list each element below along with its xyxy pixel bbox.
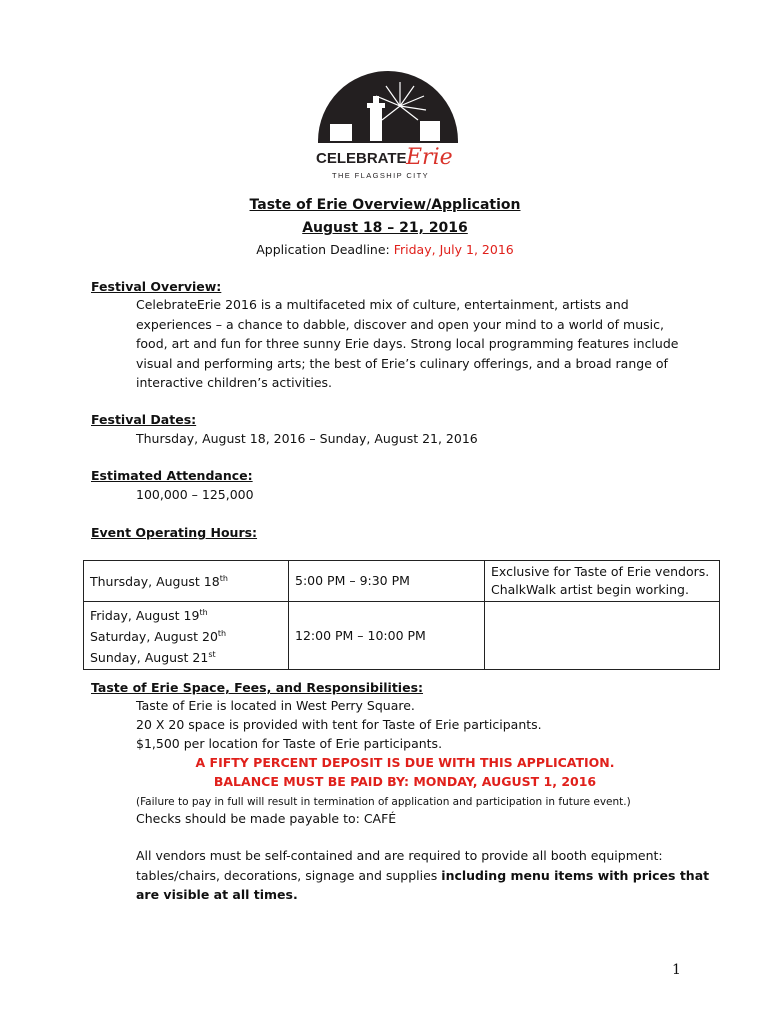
day-label: Friday, August 19th (90, 608, 208, 624)
table-row (84, 602, 720, 670)
overview-line: experiences – a chance to dabble, discover and open your mind to a world of music, (136, 316, 664, 332)
note-line: Exclusive for Taste of Erie vendors. (491, 564, 710, 579)
event-dates: August 18 – 21, 2016 (302, 220, 468, 236)
svg-text:THE FLAGSHIP CITY: THE FLAGSHIP CITY (332, 171, 430, 180)
hours-time-cell: 12:00 PM – 10:00 PM (289, 602, 485, 670)
overview-line: CelebrateErie 2016 is a multifaceted mix of culture, entertainment, artists and (136, 297, 629, 312)
day-label: Saturday, August 20th (90, 629, 227, 645)
deadline-value: Friday, July 1, 2016 (393, 242, 514, 257)
overview-line: interactive children’s activities. (136, 375, 333, 390)
page-title: Taste of Erie Overview/Application (249, 197, 521, 213)
note-line: ChalkWalk artist begin working. (491, 582, 689, 597)
svg-text:CELEBRATE: CELEBRATE (316, 150, 407, 167)
space-line: 20 X 20 space is provided with tent for Taste of Erie participants. (136, 717, 542, 732)
attendance-heading: Estimated Attendance: (91, 468, 253, 483)
space-line: $1,500 per location for Taste of Erie participants. (136, 736, 443, 751)
checks-payable: Checks should be made payable to: CAFÉ (136, 811, 397, 826)
deposit-warning: A FIFTY PERCENT DEPOSIT IS DUE WITH THIS APPLICATION. (195, 755, 615, 770)
hours-day-cell (84, 602, 289, 670)
hours-day-cell (84, 561, 289, 602)
hours-note-cell (485, 561, 720, 602)
table-row (84, 561, 720, 602)
deadline-line (0, 240, 770, 260)
hours-note-cell (485, 602, 720, 670)
overview-line: food, art and fun for three sunny Erie days. Strong local programming features include (136, 336, 679, 351)
dates-text: Thursday, August 18, 2016 – Sunday, August 21, 2016 (136, 431, 478, 446)
vendors-line: tables/chairs, decorations, signage and supplies including menu items with prices that (136, 867, 710, 883)
overview-heading: Festival Overview: (91, 279, 222, 294)
day-suffix: th (219, 574, 228, 584)
hours-time-cell: 5:00 PM – 9:30 PM (289, 561, 485, 602)
dates-heading: Festival Dates: (91, 412, 197, 427)
celebrate-erie-logo (310, 66, 466, 184)
logo-graphic (310, 66, 466, 184)
overview-line: visual and performing arts; the best of Erie’s culinary offerings, and a broad range of (136, 355, 668, 371)
hours-heading: Event Operating Hours: (91, 525, 258, 540)
day-label: Sunday, August 21st (90, 650, 216, 666)
vendors-line: All vendors must be self-contained and are required to provide all booth equipment: (136, 848, 663, 863)
hours-table (83, 560, 720, 670)
vendors-text (136, 846, 709, 905)
deadline-label: Application Deadline: (256, 242, 394, 257)
page-number: 1 (672, 962, 681, 978)
space-line: Taste of Erie is located in West Perry Square. (136, 698, 415, 713)
space-heading: Taste of Erie Space, Fees, and Responsibilities: (91, 680, 424, 695)
svg-text:Erie: Erie (406, 145, 453, 170)
day-label: Thursday, August 18 (90, 574, 220, 590)
balance-warning: BALANCE MUST BE PAID BY: MONDAY, AUGUST 1, 2016 (213, 774, 597, 789)
failure-note: (Failure to pay in full will result in termination of application and participation in future event.) (136, 796, 631, 808)
vendors-line: are visible at all times. (136, 887, 298, 902)
attendance-text: 100,000 – 125,000 (136, 487, 254, 502)
overview-text (136, 295, 678, 393)
